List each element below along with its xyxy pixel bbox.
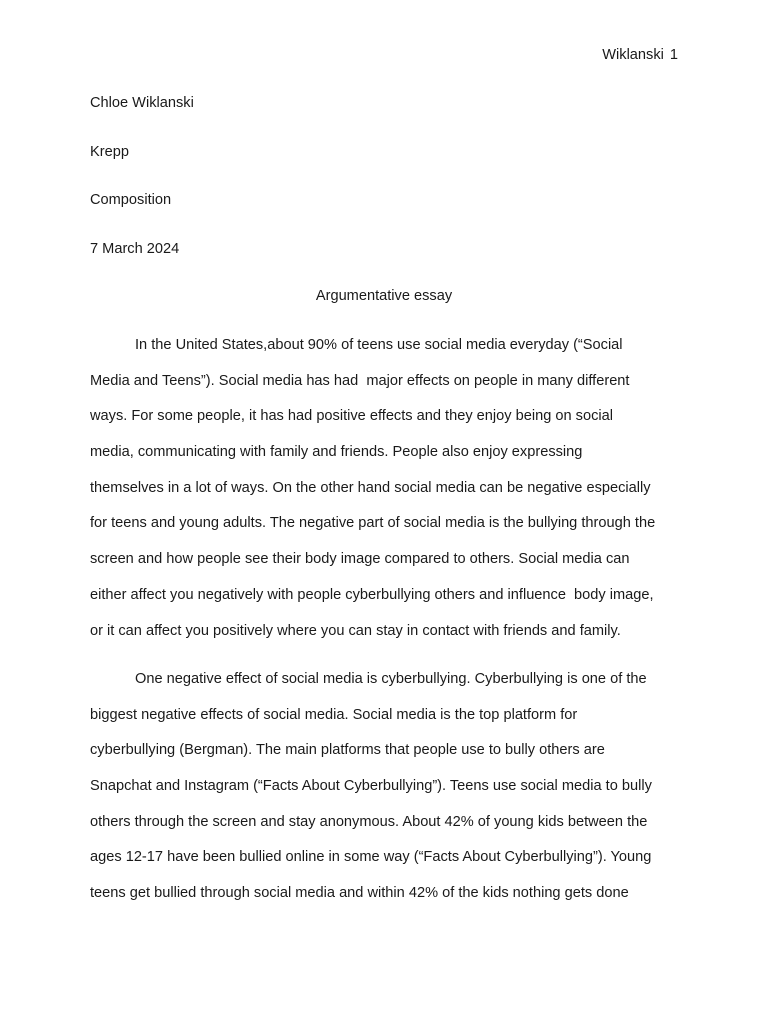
paragraph-line: screen and how people see their body image compared to others. Social media can — [90, 551, 630, 568]
paragraph-line: teens get bullied through social media and within 42% of the kids nothing gets done — [90, 885, 629, 902]
paragraph-line: cyberbullying (Bergman). The main platforms that people use to bully others are — [90, 742, 605, 759]
page-number: 1 — [669, 47, 678, 63]
paragraph-line: either affect you negatively with people cyberbullying others and influence body image, — [90, 586, 654, 603]
paragraph-line: biggest negative effects of social media. Social media is the top platform for — [90, 706, 578, 723]
instructor-name: Krepp — [90, 143, 129, 160]
body-paragraph-2 — [90, 671, 678, 921]
paragraph-line: Snapchat and Instagram (“Facts About Cyberbullying”). Teens use social media to bully — [90, 778, 652, 795]
paragraph-line: media, communicating with family and friends. People also enjoy expressing — [90, 444, 583, 461]
body-paragraph-1 — [90, 337, 678, 658]
author-name: Chloe Wiklanski — [90, 95, 194, 111]
paragraph-line: In the United States,about 90% of teens use social media everyday (“Social — [135, 337, 623, 353]
paragraph-line: or it can affect you positively where you can stay in contact with friends and family. — [90, 622, 621, 639]
mla-heading — [90, 95, 194, 289]
paragraph-line: One negative effect of social media is cyberbullying. Cyberbullying is one of the — [135, 671, 647, 687]
paragraph-line: ways. For some people, it has had positive effects and they enjoy being on social — [90, 408, 613, 425]
header-surname: Wiklanski — [602, 47, 664, 63]
paragraph-line: for teens and young adults. The negative part of social media is the bullying through the — [90, 515, 656, 532]
essay-date: 7 March 2024 — [90, 240, 180, 257]
course-name: Composition — [90, 192, 172, 209]
paragraph-line: others through the screen and stay anonymous. About 42% of young kids between the — [90, 813, 648, 830]
paragraph-line: ages 12-17 have been bullied online in some way (“Facts About Cyberbullying”). Young — [90, 849, 652, 866]
running-header — [602, 47, 678, 63]
essay-title: Argumentative essay — [315, 288, 453, 304]
paragraph-line: Media and Teens”). Social media has had major effects on people in many different — [90, 372, 630, 389]
paragraph-line: themselves in a lot of ways. On the other hand social media can be negative especially — [90, 479, 651, 496]
